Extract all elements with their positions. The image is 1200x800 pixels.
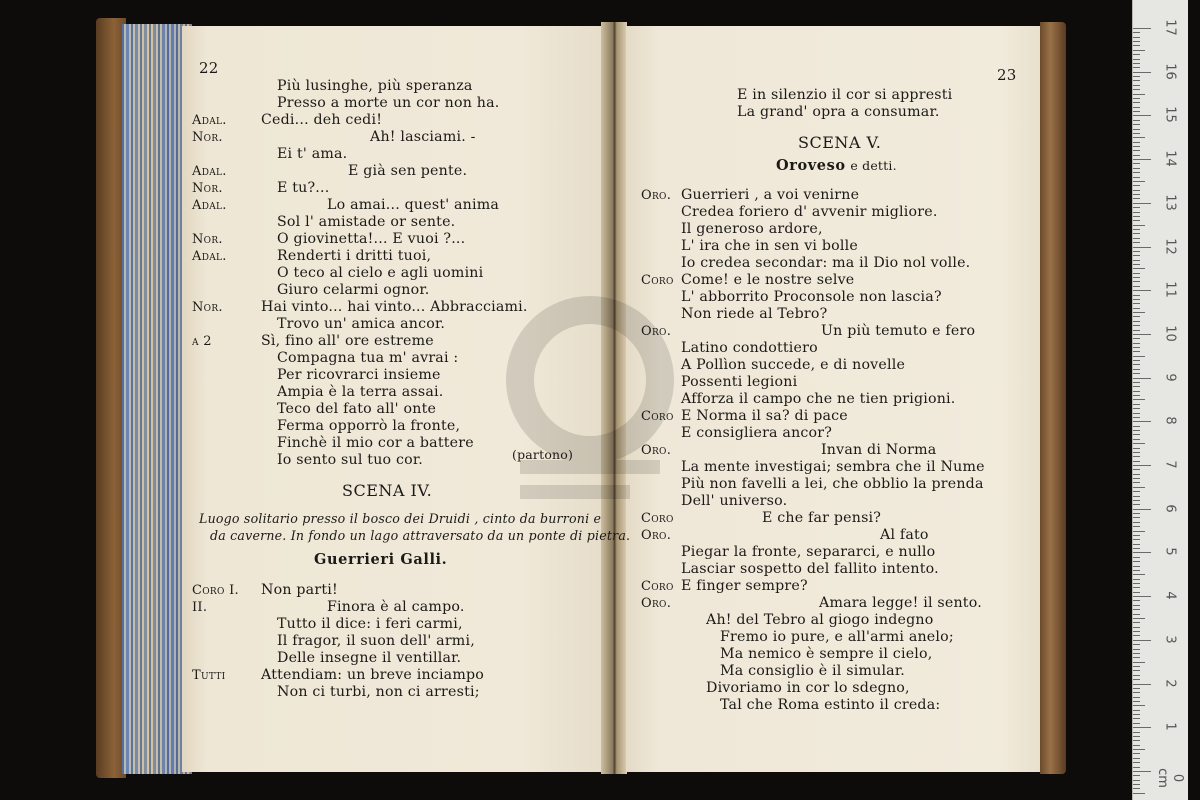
verse-line: E finger sempre? (681, 578, 808, 594)
ruler-tick (1133, 723, 1140, 724)
verse-line: E consigliera ancor? (681, 425, 833, 441)
verse-line: Tal che Roma estinto il creda: (720, 697, 941, 713)
ruler-tick (1133, 98, 1140, 99)
ruler-tick (1133, 242, 1140, 243)
verse-line: Non riede al Tebro? (681, 306, 828, 322)
ruler-tick (1133, 504, 1140, 505)
verse-line: Più lusinghe, più speranza (277, 78, 473, 94)
verse-line: Ah! del Tebro al giogo indegno (706, 612, 934, 628)
stage-direction-line-1: Luogo solitario presso il bosco dei Druidi , cinto da burroni e (199, 511, 602, 526)
ruler-tick (1133, 295, 1140, 296)
ruler-number: 0 cm (1155, 767, 1185, 788)
ruler-number: 14 (1162, 150, 1178, 167)
ruler-tick (1133, 679, 1140, 680)
ruler-tick (1133, 207, 1140, 208)
verse-line: Sì, fino all' ore estreme (261, 333, 434, 349)
ruler-number: 10 (1162, 325, 1178, 342)
ruler-tick (1133, 605, 1140, 606)
verse-line: Al fato (880, 527, 929, 543)
verse-line: Latino condottiero (681, 340, 818, 356)
ruler-tick (1133, 745, 1140, 746)
character-oroveso: Oroveso (776, 157, 846, 174)
verse-line: Afforza il campo che ne tien prigioni. (681, 391, 956, 407)
verse-line: Hai vinto... hai vinto... Abbracciami. (261, 299, 528, 315)
verse-line: Divoriamo in cor lo sdegno, (706, 680, 910, 696)
ruler-tick (1133, 443, 1145, 444)
verse-line: Non ci turbi, non ci arresti; (277, 684, 480, 700)
ruler-tick (1133, 198, 1140, 199)
verse-line: Giuro celarmi ognor. (277, 282, 430, 298)
verse-line: Amara legge! il sento. (819, 595, 982, 611)
ruler-tick (1133, 732, 1140, 733)
ruler-tick (1133, 308, 1140, 309)
ruler-tick (1133, 531, 1145, 532)
ruler-tick (1133, 290, 1151, 291)
ruler-tick (1133, 596, 1151, 597)
ruler-tick (1133, 509, 1151, 510)
ruler-tick (1133, 155, 1140, 156)
ruler-tick (1133, 452, 1140, 453)
ruler-tick (1133, 587, 1140, 588)
stage-note-partono: (partono) (512, 447, 574, 462)
ruler-tick (1133, 784, 1140, 785)
verse-line: La grand' opra a consumar. (737, 104, 940, 120)
verse-line: Lasciar sospetto del fallito intento. (681, 561, 939, 577)
ruler-tick (1133, 89, 1140, 90)
ruler-tick (1133, 233, 1140, 234)
ruler-tick (1133, 330, 1140, 331)
ruler-tick (1133, 692, 1140, 693)
verse-line: E tu?... (277, 180, 330, 196)
ruler-tick (1133, 369, 1140, 370)
ruler-tick (1133, 456, 1140, 457)
ruler-tick (1133, 268, 1145, 269)
ruler-tick (1133, 382, 1140, 383)
ruler-tick (1133, 85, 1140, 86)
ruler-tick (1133, 657, 1140, 658)
ruler-tick (1133, 491, 1140, 492)
ruler-number: 11 (1162, 281, 1178, 298)
verse-line: Il generoso ardore, (681, 221, 823, 237)
verse-line: O teco al cielo e agli uomini (277, 265, 484, 281)
ruler-tick (1133, 767, 1140, 768)
ruler-number: 6 (1162, 504, 1178, 513)
ruler-tick (1133, 697, 1140, 698)
ruler-tick (1133, 41, 1140, 42)
ruler-tick (1133, 539, 1140, 540)
ruler-number: 4 (1162, 591, 1178, 600)
verse-line: Ma nemico è sempre il cielo, (720, 646, 933, 662)
ruler-tick (1133, 185, 1140, 186)
speaker-label: Coro (641, 409, 674, 424)
verse-line: E che far pensi? (762, 510, 882, 526)
ruler-tick (1133, 111, 1140, 112)
ruler-tick (1133, 255, 1140, 256)
measuring-ruler (1132, 0, 1188, 800)
ruler-tick (1133, 194, 1140, 195)
speaker-label: Oro. (641, 188, 672, 203)
ruler-tick (1133, 142, 1140, 143)
ruler-tick (1133, 80, 1140, 81)
ruler-tick (1133, 614, 1140, 615)
page-number-left: 22 (199, 59, 219, 77)
ruler-tick (1133, 500, 1140, 501)
ruler-tick (1133, 762, 1140, 763)
scene-heading-v: SCENA V. (798, 133, 882, 152)
ruler-tick (1133, 478, 1140, 479)
ruler-tick (1133, 59, 1140, 60)
speaker-label: Oro. (641, 443, 672, 458)
ruler-tick (1133, 338, 1140, 339)
ruler-number: 15 (1162, 106, 1178, 124)
speaker-label: Coro (641, 273, 674, 288)
speaker-label: Nor. (192, 181, 223, 196)
ruler-number: 13 (1162, 194, 1178, 211)
ruler-tick (1133, 129, 1140, 130)
ruler-tick (1133, 150, 1140, 151)
speaker-label: Adal. (192, 113, 227, 128)
verse-line: Il fragor, il suon dell' armi, (277, 633, 475, 649)
ruler-number: 16 (1162, 62, 1178, 80)
ruler-tick (1133, 688, 1140, 689)
speaker-label: Adal. (192, 198, 227, 213)
ruler-tick (1133, 413, 1140, 414)
ruler-tick (1133, 780, 1140, 781)
ruler-tick (1133, 190, 1140, 191)
right-cover (1040, 22, 1066, 774)
ruler-tick (1133, 404, 1140, 405)
ruler-tick (1133, 316, 1140, 317)
ruler-tick (1133, 312, 1145, 313)
ruler-tick (1133, 439, 1140, 440)
ruler-tick (1133, 133, 1140, 134)
ruler-tick (1133, 718, 1140, 719)
verse-line: L' ira che in sen vi bolle (681, 238, 858, 254)
verse-line: Teco del fato all' onte (277, 401, 437, 417)
ruler-tick (1133, 522, 1140, 523)
ruler-tick (1133, 793, 1145, 794)
ruler-tick (1133, 303, 1140, 304)
ruler-tick (1133, 124, 1140, 125)
ruler-tick (1133, 592, 1140, 593)
verse-line: Per ricovrarci insieme (277, 367, 441, 383)
verse-line: Renderti i dritti tuoi, (277, 248, 432, 264)
verse-line: Presso a morte un cor non ha. (277, 95, 500, 111)
ruler-tick (1133, 94, 1145, 95)
ruler-tick (1133, 137, 1145, 138)
ruler-tick (1133, 63, 1140, 64)
ruler-tick (1133, 517, 1140, 518)
ruler-number: 3 (1162, 635, 1178, 644)
ruler-tick (1133, 238, 1140, 239)
ruler-tick (1133, 286, 1140, 287)
scene-heading-iv: SCENA IV. (342, 481, 433, 500)
verse-line: Possenti legioni (681, 374, 798, 390)
ruler-tick (1133, 649, 1140, 650)
ruler-tick (1133, 347, 1140, 348)
ruler-tick (1133, 102, 1140, 103)
ruler-tick (1133, 247, 1151, 248)
ruler-tick (1133, 574, 1145, 575)
speaker-label: Oro. (641, 596, 672, 611)
ruler-number: 9 (1162, 372, 1178, 382)
ruler-tick (1133, 373, 1140, 374)
ruler-tick (1133, 399, 1145, 400)
ruler-tick (1133, 364, 1140, 365)
speaker-label: Nor. (192, 300, 223, 315)
ruler-tick (1133, 675, 1140, 676)
ruler-tick (1133, 172, 1140, 173)
ruler-tick (1133, 351, 1140, 352)
verse-line: Come! e le nostre selve (681, 272, 855, 288)
ruler-tick (1133, 32, 1140, 33)
verse-line: Io sento sul tuo cor. (277, 452, 423, 468)
speaker-label: II. (192, 600, 208, 615)
ruler-tick (1133, 50, 1145, 51)
ruler-tick (1133, 159, 1151, 160)
speaker-label: Coro (641, 511, 674, 526)
ruler-tick (1133, 343, 1140, 344)
ruler-tick (1133, 386, 1140, 387)
ruler-tick (1133, 203, 1151, 204)
verse-line: Invan di Norma (821, 442, 937, 458)
ruler-tick (1133, 496, 1140, 497)
ruler-tick (1133, 526, 1140, 527)
verse-line: Io credea secondar: ma il Dio nol volle. (681, 255, 971, 271)
ruler-tick (1133, 421, 1151, 422)
verse-line: Dell' universo. (681, 493, 788, 509)
ruler-tick (1133, 544, 1140, 545)
ruler-tick (1133, 552, 1151, 553)
characters-rest: e detti. (850, 158, 897, 173)
verse-line: Trovo un' amica ancor. (277, 316, 446, 332)
stage-direction-line-2: da caverne. In fondo un lago attraversato da un ponte di pietra. (210, 528, 631, 543)
ruler-tick (1133, 120, 1140, 121)
ruler-tick (1133, 378, 1151, 379)
ruler-tick (1133, 299, 1140, 300)
speaker-label: a 2 (192, 334, 212, 349)
ruler-tick (1133, 260, 1140, 261)
speaker-label: Coro (641, 579, 674, 594)
ruler-tick (1133, 408, 1140, 409)
ruler-tick (1133, 225, 1145, 226)
ruler-tick (1133, 740, 1140, 741)
ruler-tick (1133, 163, 1140, 164)
ruler-tick (1133, 168, 1140, 169)
ruler-tick (1133, 579, 1140, 580)
ruler-tick (1133, 583, 1140, 584)
ruler-tick (1133, 710, 1140, 711)
ruler-tick (1133, 391, 1140, 392)
ruler-tick (1133, 264, 1140, 265)
ruler-tick (1133, 67, 1140, 68)
ruler-tick (1133, 469, 1140, 470)
ruler-tick (1133, 666, 1140, 667)
verse-line: Sol l' amistade or sente. (277, 214, 456, 230)
verse-line: L' abborrito Proconsole non lascia? (681, 289, 942, 305)
verse-line: E in silenzio il cor si appresti (737, 87, 953, 103)
ruler-tick (1133, 775, 1140, 776)
ruler-tick (1133, 561, 1140, 562)
ruler-tick (1133, 430, 1140, 431)
ruler-tick (1133, 474, 1140, 475)
ruler-number: 1 (1162, 722, 1178, 731)
ruler-tick (1133, 640, 1151, 641)
ruler-tick (1133, 54, 1140, 55)
ruler-tick (1133, 321, 1140, 322)
ruler-tick (1133, 609, 1140, 610)
ruler-tick (1133, 212, 1140, 213)
verse-line: Un più temuto e fero (821, 323, 976, 339)
ruler-tick (1133, 72, 1151, 73)
ruler-number: 17 (1162, 19, 1178, 36)
ruler-tick (1133, 771, 1151, 772)
ruler-tick (1133, 631, 1140, 632)
verse-line: Delle insegne il ventillar. (277, 650, 462, 666)
ruler-tick (1133, 395, 1140, 396)
verse-line: Cedi... deh cedi! (261, 112, 383, 128)
ruler-tick (1133, 115, 1151, 116)
verse-line: Piegar la fronte, separarci, e nullo (681, 544, 936, 560)
ruler-tick (1133, 749, 1145, 750)
ruler-tick (1133, 281, 1140, 282)
ruler-tick (1133, 251, 1140, 252)
ruler-tick (1133, 76, 1140, 77)
ruler-tick (1133, 448, 1140, 449)
ruler-tick (1133, 600, 1140, 601)
verse-line: Credea foriero d' avvenir migliore. (681, 204, 938, 220)
verse-line: Ferma opporrò la fronte, (277, 418, 461, 434)
ruler-tick (1133, 684, 1151, 685)
ruler-tick (1133, 566, 1140, 567)
ruler-tick (1133, 216, 1140, 217)
ruler-tick (1133, 177, 1140, 178)
verse-line: O giovinetta!... E vuoi ?... (277, 231, 466, 247)
ruler-tick (1133, 535, 1140, 536)
verse-line: E Norma il sa? di pace (681, 408, 848, 424)
ruler-number: 8 (1162, 416, 1178, 425)
speaker-label: Nor. (192, 232, 223, 247)
ruler-tick (1133, 417, 1140, 418)
ruler-tick (1133, 461, 1140, 462)
verse-line: Lo amai... quest' anima (327, 197, 500, 213)
speaker-label: Nor. (192, 130, 223, 145)
ruler-tick (1133, 426, 1140, 427)
speaker-label: Tutti (192, 668, 226, 683)
ruler-tick (1133, 360, 1140, 361)
ruler-tick (1133, 334, 1151, 335)
ruler-tick (1133, 557, 1140, 558)
verse-line: Ampia è la terra assai. (277, 384, 444, 400)
verse-line: Tutto il dice: i feri carmi, (277, 616, 463, 632)
ruler-tick (1133, 325, 1140, 326)
ruler-tick (1133, 146, 1140, 147)
ruler-number: 12 (1162, 237, 1178, 255)
ruler-tick (1133, 181, 1145, 182)
ruler-tick (1133, 736, 1140, 737)
verse-line: Più non favelli a lei, che obblio la prenda (681, 476, 984, 492)
ruler-number: 2 (1162, 678, 1178, 688)
ruler-tick (1133, 627, 1140, 628)
page-number-right: 23 (997, 66, 1017, 84)
speaker-label: Oro. (641, 528, 672, 543)
ruler-number: 5 (1162, 547, 1178, 557)
ruler-tick (1133, 644, 1140, 645)
verse-line: A Pollìon succede, e di novelle (681, 357, 906, 373)
ruler-tick (1133, 618, 1145, 619)
ruler-tick (1133, 107, 1140, 108)
ruler-tick (1133, 220, 1140, 221)
speaker-label: Coro I. (192, 583, 239, 598)
verse-line: Ma consiglio è il simular. (720, 663, 905, 679)
verse-line: E già sen pente. (348, 163, 468, 179)
verse-line: La mente investigai; sembra che il Nume (681, 459, 985, 475)
ruler-tick (1133, 548, 1140, 549)
verse-line: Ah! lasciami. - (370, 129, 476, 145)
ruler-tick (1133, 356, 1145, 357)
ruler-tick (1133, 277, 1140, 278)
ruler-tick (1133, 45, 1140, 46)
ruler-tick (1133, 465, 1151, 466)
ruler-tick (1133, 273, 1140, 274)
ruler-tick (1133, 622, 1140, 623)
speaker-label: Oro. (641, 324, 672, 339)
ruler-tick (1133, 670, 1140, 671)
verse-line: Finora è al campo. (327, 599, 465, 615)
ruler-tick (1133, 727, 1151, 728)
ruler-tick (1133, 37, 1140, 38)
ruler-tick (1133, 653, 1140, 654)
ruler-number: 7 (1162, 460, 1178, 469)
ruler-tick (1133, 229, 1140, 230)
ruler-tick (1133, 758, 1140, 759)
ruler-tick (1133, 662, 1145, 663)
ruler-tick (1133, 788, 1140, 789)
ruler-tick (1133, 714, 1140, 715)
verse-line: Compagna tua m' avrai : (277, 350, 459, 366)
verse-line: Finchè il mio cor a battere (277, 435, 474, 451)
speaker-label: Adal. (192, 249, 227, 264)
verse-line: Guerrieri , a voi venirne (681, 187, 860, 203)
speaker-label: Adal. (192, 164, 227, 179)
ruler-tick (1133, 513, 1140, 514)
verse-line: Attendiam: un breve inciampo (261, 667, 485, 683)
verse-line: Fremo io pure, e all'armi anelo; (720, 629, 954, 645)
ruler-tick (1133, 701, 1140, 702)
verse-line: Ei t' ama. (277, 146, 348, 162)
ruler-tick (1133, 570, 1140, 571)
characters-heading-left: Guerrieri Galli. (314, 551, 448, 568)
ruler-tick (1133, 487, 1145, 488)
ruler-tick (1133, 434, 1140, 435)
ruler-tick (1133, 753, 1140, 754)
verse-line: Non parti! (261, 582, 338, 598)
characters-heading-right (776, 157, 897, 175)
ruler-tick (1133, 482, 1140, 483)
ruler-tick (1133, 635, 1140, 636)
ruler-tick (1133, 705, 1145, 706)
ruler-tick (1133, 28, 1151, 29)
